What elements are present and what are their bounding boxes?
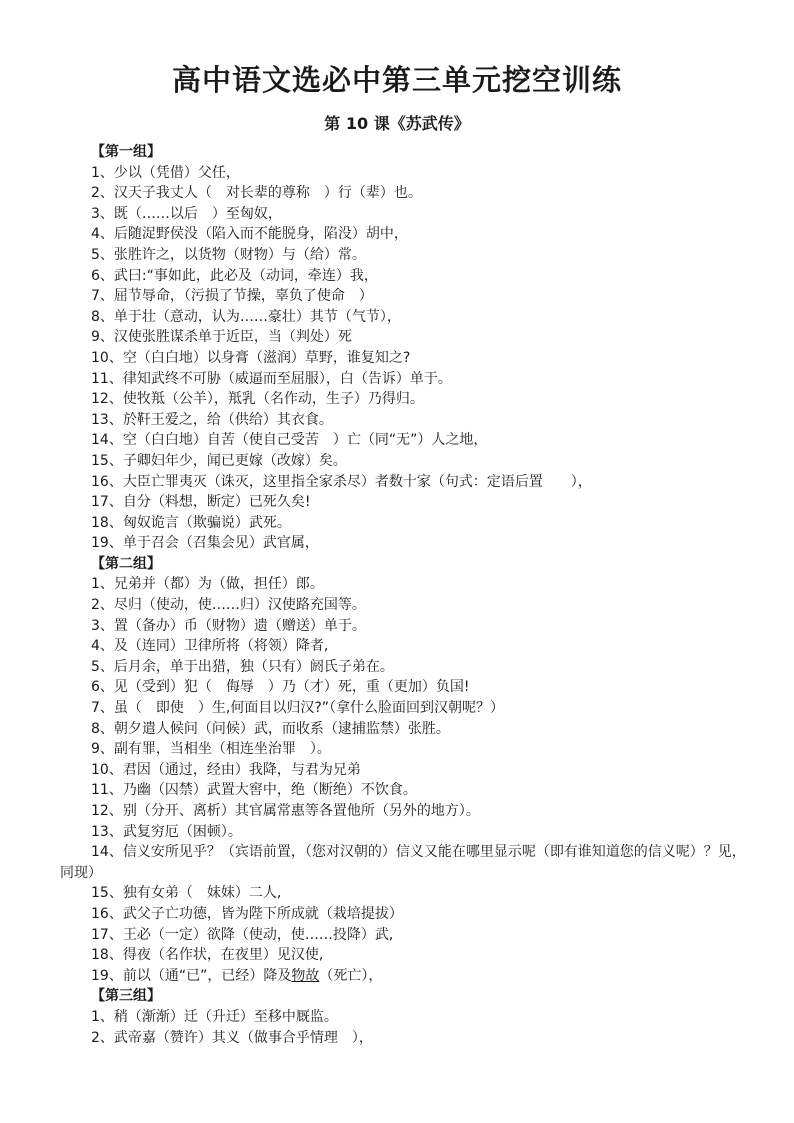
exercise-item: 17、自分（料想，断定）已死久矣! — [91, 494, 311, 511]
exercise-item: 5、张胜许之，以货物（财物）与（给）常。 — [91, 246, 366, 263]
exercise-item: 1、稍（渐渐）迁（升迁）至移中厩监。 — [91, 1008, 338, 1025]
exercise-item: 6、武曰:“事如此，此必及（动词，牵连）我， — [91, 267, 378, 284]
exercise-item: 17、王必（一定）欲降（使动，使……投降）武, — [91, 926, 394, 943]
exercise-item: 5、后月余，单于出猎，独（只有）阏氏子弟在。 — [91, 658, 394, 675]
exercise-item — [60, 966, 750, 987]
exercise-item: 10、空（白白地）以身膏（滋润）草野，谁复知之? — [91, 349, 411, 366]
exercise-item: 3、置（备办）币（财物）遗（赠送）单于。 — [91, 617, 366, 634]
exercise-item: 10、君因（通过，经由）我降，与君为兄弟 — [91, 761, 361, 778]
exercise-item: 16、武父子亡功德，皆为陛下所成就（栽培提拔） — [91, 905, 403, 922]
exercise-item: 19、单于召会（召集会见）武官属， — [91, 535, 319, 552]
exercise-item: 13、武复穷厄（困顿）。 — [91, 823, 242, 840]
exercise-item: 4、及（连同）卫律所将（将领）降者, — [91, 638, 329, 655]
exercise-item: 9、汉使张胜谋杀单于近臣，当（判处）死 — [91, 329, 352, 346]
lesson-subtitle: 第 10 课《苏武传》 — [324, 114, 470, 133]
exercise-item: 8、朝夕遣人候问（问候）武，而收系（逮捕监禁）张胜。 — [91, 720, 450, 737]
exercise-item: 7、虽（ 即使 ）生,何面目以归汉?”（拿什么脸面回到汉朝呢？） — [91, 700, 505, 717]
exercise-item: 1、少以（凭借）父任， — [91, 164, 240, 181]
exercise-item: 15、独有女弟（ 妹妹）二人, — [91, 885, 282, 902]
item-text: （死亡）， — [319, 967, 383, 984]
exercise-item: 2、汉天子我丈人（ 对长辈的尊称 ）行（辈）也。 — [91, 185, 422, 202]
group-heading: 【第三组】 — [91, 988, 161, 1005]
page-title: 高中语文选必中第三单元挖空训练 — [171, 63, 622, 97]
exercise-item: 18、得夜（名作状，在夜里）见汉使, — [91, 947, 324, 964]
exercise-item: 16、大臣亡罪夷灭（诛灭，这里指全家杀尽）者数十家（句式：定语后置 ）， — [91, 473, 592, 490]
exercise-item: 12、使牧羝（公羊），羝乳（名作动，生子）乃得归。 — [91, 391, 424, 408]
exercise-item: 1、兄弟并（都）为（做，担任）郎。 — [91, 576, 324, 593]
exercise-item: 2、尽归（使动，使……归）汉使路充国等。 — [91, 597, 366, 614]
underlined-term: 物故 — [291, 967, 320, 984]
exercise-item: 18、匈奴诡言（欺骗说）武死。 — [91, 514, 291, 531]
exercise-item: 14、空（白白地）自苦（使自己受苦 ）亡（同“无”）人之地， — [91, 432, 488, 449]
exercise-item: 2、武帝嘉（赞许）其义（做事合乎情理 ）， — [91, 1029, 373, 1046]
group-heading: 【第一组】 — [91, 144, 161, 160]
item-text: 19、前以（通“已”，已经）降及 — [91, 967, 292, 984]
exercise-item: 14、信义安所见乎？（宾语前置，（您对汉朝的）信义又能在哪里显示呢（即有谁知道您的信义呢）？见，同现） — [60, 844, 746, 881]
exercise-item: 4、后随浞野侯没（陷入而不能脱身，陷没）胡中， — [91, 226, 408, 243]
exercise-item: 11、律知武终不可胁（威逼而至屈服），白（告诉）单于。 — [91, 370, 452, 387]
exercise-item: 6、见（受到）犯（ 侮辱 ）乃（才）死，重（更加）负国! — [91, 679, 470, 696]
exercise-item: 15、子卿妇年少，闻已更嫁（改嫁）矣。 — [91, 452, 347, 469]
exercise-item: 8、单于壮（意动，认为……豪壮）其节（气节）， — [91, 308, 401, 325]
exercise-item: 3、既（……以后 ）至匈奴， — [91, 205, 282, 222]
exercise-item: 12、别（分开、离析）其官属常惠等各置他所（另外的地方）。 — [91, 803, 480, 819]
exercise-item: 13、於靬王爱之，给（供给）其衣食。 — [91, 411, 333, 428]
exercise-content — [60, 142, 750, 1048]
group-heading: 【第二组】 — [91, 555, 161, 572]
exercise-item: 7、屈节辱命，（污损了节操，辜负了使命 ） — [91, 288, 373, 305]
exercise-item: 11、乃幽（囚禁）武置大窖中，绝（断绝）不饮食。 — [91, 782, 417, 799]
exercise-item: 9、副有罪，当相坐（相连坐治罪 ）。 — [91, 741, 331, 758]
